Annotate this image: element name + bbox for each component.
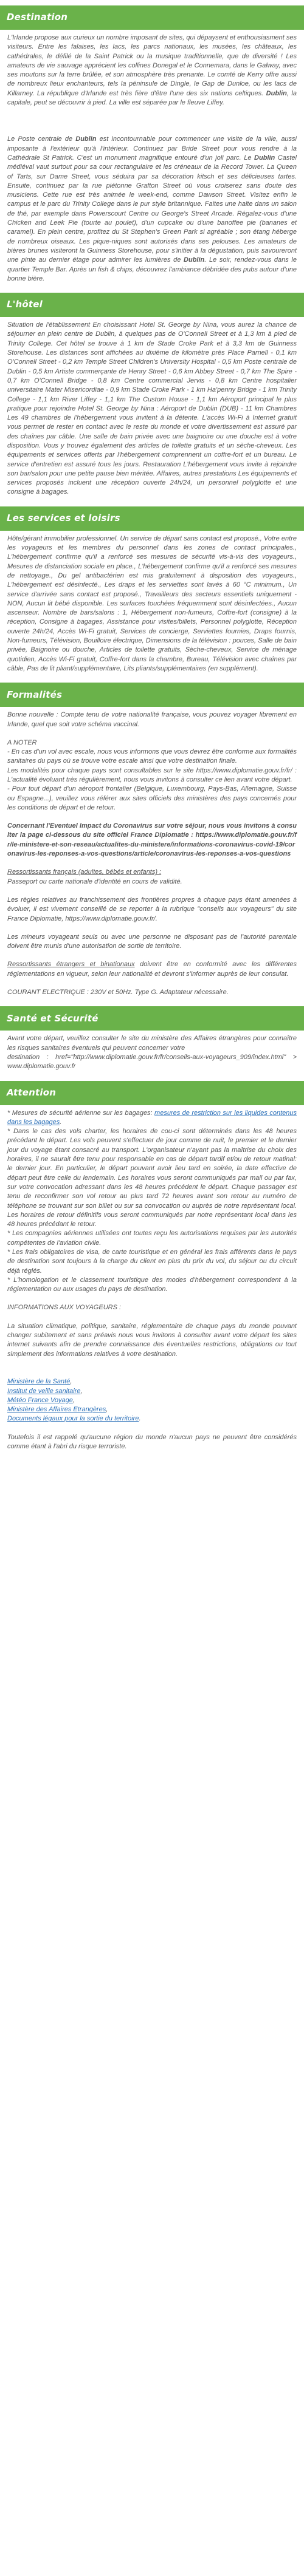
formalites-p4-text: Passeport ou carte nationale d'identité en cours de validité. [7, 877, 182, 885]
formalites-paragraph-7 [7, 960, 297, 979]
services-body [0, 531, 304, 673]
services-header [0, 506, 304, 531]
destination-header [0, 5, 304, 30]
attention-links: Ministère de la Santé, Institut de veille sanitaire, Météo France Voyage, Ministère des Affaires Etrangères, Documents légaux pour la sortie du territoire. [7, 1378, 141, 1423]
destination-paragraph-2 [7, 135, 297, 284]
destination-paragraph-1 [7, 33, 297, 107]
sante-paragraph: Avant votre départ, veuillez consulter le site du ministère des Affaires étrangères pour connaître les risques sanitaires éventuels qui peuvent concerner votre destination : href="http://www.diplomatie.gouv.fr/fr/conseils-aux-voyageurs_909/index.html" > www.diplomatie.gouv.fr [7, 1035, 297, 1071]
attention-paragraph-4: La situation climatique, politique, sanitaire, réglementaire de chaque pays du monde pouvant changer subitement et sans préavis nous vous invitons à consulter avant votre départ les sites internet suivants afin de prendre connaissance des éventuelles restrictions, obligations ou tout simplement des informations relatives à votre destination. [7, 1322, 297, 1358]
formalites-title: Formalités [7, 689, 63, 700]
formalites-paragraph-5: Les règles relatives au franchissement des frontières propres à chaque pays étant amenées à évoluer, il est vivement conseillé de se reporter à la rubrique "conseils aux voyageurs" du site France Diplomatie, https://www.diplomatie.gouv.fr/. [7, 896, 297, 922]
destination-p2-bold-3: Dublin [184, 256, 205, 264]
link-ministere-sante[interactable]: Ministère de la Santé [7, 1378, 71, 1386]
attention-paragraph-6: Toutefois il est rappelé qu'aucune région du monde n'aucun pays ne peuvent être considérés comme étant à l'abri du risque terroriste. [7, 1433, 297, 1451]
formalites-p4-underline: Ressortissants français (adultes, bébés et enfants) : [7, 868, 162, 876]
attention-paragraph-1 [7, 1109, 297, 1128]
page [0, 5, 304, 2576]
destination-body [0, 30, 304, 284]
hotel-title: L'hôtel [7, 299, 43, 310]
destination-p2-rest: Castel médiéval vaut surtout pour sa cour rectangulaire et les créneaux de la Record Tower. La Queen of Tarts, sur Dame Street, vous séduira par sa décoration kitsch et ses délicieuses tartes. Ensuite, continuez par la rue piétonne Grafton Street où vous croiserez sans doute des musiciens. Cette rue est très animée le week-end, comme Dawson Street. Visitez enfin le campus et le parc du Trinity College dans le pur style britannique. Faites une halte dans un salon de thé, par exemple dans Powerscourt Centre ou George's Street Arcade. Régalez-vous d'une Chicken and Leek Pie (tourte au poulet), d'un cupcake ou d'une banoffee pie (bananes et caramel). En plein centre, profitez du St Stephen's Green Park si agréable ; son étang héberge de nombreux oiseaux. Les pique-niques sont autorisés dans ses pelouses. Les amateurs de bières brunes visiteront la Guinness Storehouse, pour s'initier à la dégustation, puis savoureront une pinte au dernier étage pour admirer les lumières de [7, 154, 297, 264]
sante-body [0, 1031, 304, 1071]
formalites-paragraph-2: A NOTER - En cas d'un vol avec escale, nous vous informons que vous devrez être conforme aux formalités sanitaires du pays où se trouve votre escale ainsi que votre destination finale. Les modalités pour chaque pays sont consultables sur le site https://www.diplomatie.gouv.fr/fr/ : L'actualité évoluant très régulièrement, nous vous invitons à consulter ce lien avant votre départ. - Pour tout départ d'un aéroport frontalier (Belgique, Luxembourg, Pays-Bas, Allemagne, Suisse ou Espagne...), veuillez vous référer aux sites officiels des ministères des pays concernés pour les conditions de départ et de retour. [7, 738, 297, 811]
destination-p2-end: . Le soir, rendez-vous dans le quartier Temple Bar. Après un fish & chips, découvrez l'ambiance débridée des pubs autour d'une bonne bière. [7, 256, 297, 282]
link-affaires-etrangeres[interactable]: Ministère des Affaires Etrangères [7, 1406, 106, 1414]
formalites-header [0, 683, 304, 707]
sante-header [0, 1006, 304, 1031]
services-paragraph: Hôte/gérant immobilier professionnel. Un service de départ sans contact est proposé., Votre entre les voyageurs et les membres du personnel dans les zones de contact principales., L'hébergement confirme qu'il a renforcé ses mesures de sécurité vis-à-vis des voyageurs., Mesures de distanciation sociale en place., L'hébergement confirme qu'il a renforcé ses mesures de nettoyage., Du gel antibactérien est mis gratuitement à disposition des voyageurs., L'hébergement est désinfecté., Les draps et les serviettes sont lavés à 60 °C minimum., Un service d'arrivée sans contact est proposé., Travailleurs des secteurs essentiels uniquement - NON, Aucun lit bébé disponible. Les surfaces touchées fréquemment sont désinfectées., Aucun ascenseur. Nombre de bars/salons : 1, Hébergement non-fumeurs, Coffre-fort (consigne) à la réception, Consigne à bagages, Assistance pour visites/billets, Personnel polyglotte, Réception ouverte 24h/24, Accès Wi-Fi gratuit, Services de concierge, Serviettes fournies, Draps fournis, Non-fumeurs, Télévision, Bouilloire électrique, Dimensions de la télévision : pouces, Salle de bain privée, Baignoire ou douche, Articles de toilette gratuits, Sèche-cheveux, Service de ménage quotidien, Accès Wi-Fi gratuit, Coffre-fort dans la chambre, Bureau, Télévision avec chaînes par câble, Pas de lit pliant/supplémentaire, Lits pliants/supplémentaires (en supplément). [7, 534, 297, 672]
attention-title: Attention [7, 1086, 57, 1098]
attention-paragraph-2: * Dans le cas des vols charter, les horaires de cou-ci sont déterminés dans les 48 heures précédant le départ. Les vols peuvent s'effectuer de jour comme de nuit, le premier et le dernier jour du voyage étant consacré au transport. L'organisateur n'ayant pas la maîtrise du choix des horaires, il ne saurait être tenu pour responsable en cas de départ tardif et/ou de retour matinal: le dernier jour. En particulier, le départ pouvant avoir lieu tard en soirée, la date effective de départ peut être celle du lendemain. Les horaires vous seront communiqués par mail ou par fax, sur votre convocation adressant dans les 48 heures précédent le départ. Chaque passager est tenu de reconfirmer son vol retour au plus tard 72 heures avant son retour au numéro de téléphone se trouvant sur son billet ou sur sa convocation ou auprès de notre représentant local. Les horaires de retour définitifs vous seront communiqués par notre représentant local dans les 48 heures précédant le retour. * Les compagnies aériennes utilisées ont toutes reçu les autorisations requises par les autorités compétentes de l'aviation civile. * Les frais obligatoires de visa, de carte touristique et en général les frais afférents dans le pays de destination sont toujours à la charge du client en plus du prix du vol, du séjour ou du circuit déjà réglés. * L'homologation et le classement touristique des modes d'hébergement correspondent à la réglementation ou aux usages du pays de destination. [7, 1128, 297, 1293]
sante-title: Santé et Sécurité [7, 1012, 98, 1024]
link-institut-veille[interactable]: Institut de veille sanitaire [7, 1387, 81, 1395]
attention-body [0, 1105, 304, 1452]
formalites-body [0, 707, 304, 997]
hotel-body [0, 317, 304, 497]
formalites-paragraph-6: Les mineurs voyageant seuls ou avec une personne ne disposant pas de l'autorité parentale doivent être munis d'une autorisation de sortie de territoire. [7, 933, 297, 950]
formalites-paragraph-1: Bonne nouvelle : Compte tenu de votre nationalité française, vous pouvez voyager librement en Irlande, quel que soit votre schéma vaccinal. [7, 711, 297, 728]
hotel-paragraph: Situation de l'établissement En choisissant Hotel St. George by Nina, vous aurez la chance de séjourner en plein centre de Dublin, à quelques pas de O'Connell Street et à 1,3 km à pied de Trinity College. Cet hôtel se trouve à 1 km de Stade Croke Park et à 3,3 km de Guinness Storehouse. Les distances sont affichées au dixième de kilomètre près Place Parnell - 0,1 km O'Connell Street - 0,2 km Temple Street Children's University Hospital - 0,5 km Poste centrale de Dublin - 0,5 km Artiste commerçante de Henry Street - 0,6 km Abbey Street - 0,7 km The Spire - 0,7 km O'Connell Bridge - 0,8 km Centre commercial Jervis - 0,8 km Centre hospitalier universitaire Mater Misericordiae - 0,9 km Stade Croke Park - 1 km Ha'penny Bridge - 1 km Trinity College - 1,1 km River Liffey - 1,1 km The Custom House - 1,1 km Aéroport principal le plus pratique pour rejoindre Hotel St. George by Nina : Aéroport de Dublin (DUB) - 11 km Chambres Les 49 chambres de l'hébergement vous invitent à la détente. L'accès Wi-Fi à Internet gratuit vous permet de rester en contact avec le reste du monde et votre divertissement est assuré par des chaînes par câble. Une salle de bain privée avec une baignoire ou une douche est à votre disposition. Vous y trouvez également des articles de toilette gratuits et un sèche-cheveux. Les équipements et services offerts par l'hébergement comprennent un coffre-fort et un bureau. Le service d'entretien est assuré tous les jours. Restauration L'hébergement vous invite à rejoindre son bar/salon pour une petite pause bien méritée. Affaires, autres prestations Les équipements et services proposés incluent une réception ouverte 24h/24, un personnel polyglotte et une consigne à bagages. [7, 321, 297, 496]
formalites-paragraph-3: Concernant l'Eventuel Impact du Coronavirus sur votre séjour, nous vous invitons à consulter la page ci-dessous du site officiel France Diplomatie : https://www.diplomatie.gouv.fr/fr/le-ministere-et-son-reseau/actualites-du-ministere/informations-coronavirus-covid-19/coronavirus-les-reponses-a-vos-questions/article/coronavirus-les-reponses-a-vos-questions [7, 822, 297, 858]
destination-p2-bold: Dublin [75, 135, 97, 143]
destination-title: Destination [7, 12, 68, 23]
destination-p2-mid: est incontournable pour commencer une visite de la ville, aussi imposante à l'extérieur qu'à l'intérieur. Continuez par Bride Street pour vous rendre à la Cathédrale St Patrick. C'est un monument magnifique entouré d'un joli parc. Le [7, 135, 297, 162]
link-documents-legaux[interactable]: Documents légaux pour la sortie du territoire [7, 1415, 139, 1423]
hotel-header [0, 293, 304, 317]
formalites-paragraph-8: COURANT ELECTRIQUE : 230V et 50Hz. Type G. Adaptateur nécessaire. [7, 989, 229, 997]
liquids-restriction-link[interactable]: mesures de restriction sur les liquides contenus dans les bagages [7, 1109, 297, 1126]
formalites-p7-underline: Ressortissants étrangers et binationaux [7, 961, 135, 969]
attention-header [0, 1081, 304, 1105]
destination-p1-tail: , la capitale, peut se découvrir à pied. La ville est séparée par le fleuve Liffey. [7, 89, 297, 107]
destination-p2-pre: Le Poste centrale de [7, 135, 76, 143]
destination-p1-bold: Dublin [266, 89, 287, 97]
attention-paragraph-3: INFORMATIONS AUX VOYAGEURS : [7, 1304, 122, 1312]
spacer [7, 117, 297, 135]
destination-p1-text: L'Irlande propose aux curieux un nombre imposant de sites, qui dépaysent et enthousiasment ses visiteurs. Entre les falaises, les lacs, les parcs nationaux, les musées, les châteaux, les cathédrales, le défilé de la Saint Patrick ou la musique traditionnelle, que de diversité ! Les amateurs de vie sauvage apprécient les collines Donegal et le Connemara, dans le Galway, avec ses moutons sur la terre brûlée, et son atmosphère très prenante. Le comté de Kerry offre aussi de nombreux lieux enchanteurs, tels la péninsule de Dingle, le Gap de Dunloe, ou les lacs de Killarney. La république d'Irlande est très fière d'être l'une des six nations celtiques. [7, 34, 297, 97]
services-title: Les services et loisirs [7, 513, 120, 524]
link-meteo-france[interactable]: Météo France Voyage [7, 1396, 73, 1404]
destination-p2-bold-2: Dublin [254, 154, 275, 162]
attention-p1-pre: * Mesures de sécurité aérienne sur les bagages: [7, 1109, 155, 1117]
attention-p1-post: . [60, 1118, 62, 1126]
formalites-paragraph-4 [7, 868, 297, 887]
formalites-p7-text: doivent être en conformité avec les différentes réglementations en vigueur, selon leur nationalité et devront s'informer auprès de leur consulat. [7, 961, 297, 978]
